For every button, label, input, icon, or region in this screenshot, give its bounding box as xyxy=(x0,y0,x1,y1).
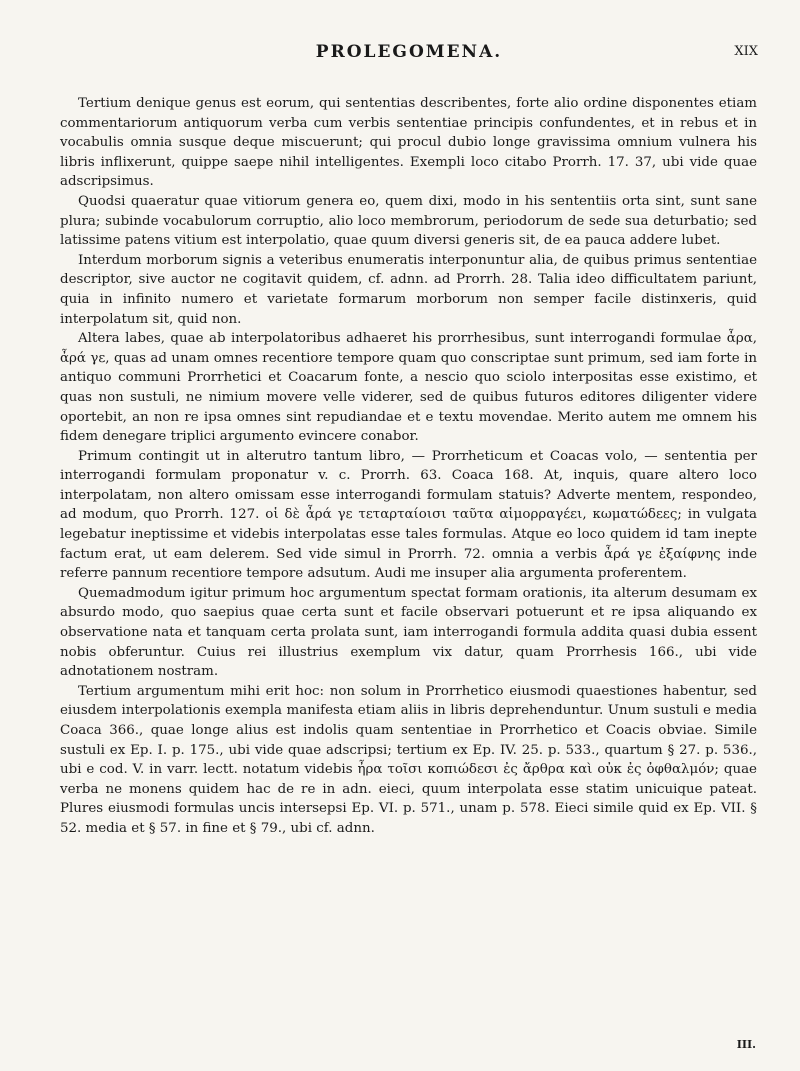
paragraph: Altera labes, quae ab interpolatoribus adhaeret his prorrhesibus, sunt interrogandi formulae ἆρα, ἆρά γε, quas ad unam omnes recentiore tempore quam quo conscriptae sunt primum, sed iam forte in antiquo communi Prorrhetici et Coacarum fonte, a nescio quo sciolo interpositas esse existimo, et quas non sustuli, ne nimium movere velle viderer, sed de quibus futuros editores diligenter videre oportebit, an non re ipsa omnes sint repudiandae et e textu movendae. Merito autem me omnem his fidem denegare triplici argumento evincere conabor. xyxy=(60,331,757,445)
page-number: XIX xyxy=(734,44,758,59)
paragraph: Quemadmodum igitur primum hoc argumentum spectat formam orationis, ita alterum desumam ex absurdo modo, quo saepius quae certa sunt et facile observari potuerunt et re ipsa aliquando ex observatione nata et tanquam certa prolata sunt, iam interrogandi formula addita quasi dubia essent nobis obferuntur. Cuius rei illustrius exemplum vix datur, quam Prorrhesis 166., ubi vide adnotationem nostram. xyxy=(60,585,757,680)
paragraph: Tertium argumentum mihi erit hoc: non solum in Prorrhetico eiusmodi quaestiones habentur, sed eiusdem interpolationis exempla manifesta etiam aliis in libris deprehenduntur. Unum sustuli e media Coaca 366., quae longe alius est indolis quam sententiae in Prorrhetico et Coacis obviae. Simile sustuli ex Ep. I. p. 175., ubi vide quae adscripsi; tertium ex Ep. IV. 25. p. 533., quartum § 27. p. 536., ubi e cod. V. in varr. lectt. notatum videbis ἦρα τοῖσι κοπιώδεσι ἐς ἄρθρα καὶ οὐκ ἐς ὀφθαλμόν; quae verba ne monens quidem hac de re in adn. eieci, quum interpolata esse statim unicuique pateat. Plures eiusmodi formulas uncis intersepsi Ep. VI. p. 571., unam p. 578. Eieci simile quid ex Ep. VII. § 52. media et § 57. in fine et § 79., ubi cf. adnn. xyxy=(60,683,757,836)
paragraph: Tertium denique genus est eorum, qui sententias describentes, forte alio ordine disponentes etiam commentariorum antiquorum verba cum verbis sententiae principis confundentes, et in rebus et in vocabulis omnia susque deque miscuerunt; qui procul dubio longe gravissima omnium vulnera his libris inflixerunt, quippe saepe nihil intelligentes. Exempli loco citabo Prorrh. 17. 37, ubi vide quae adscripsimus. xyxy=(60,96,757,190)
paragraph: Interdum morborum signis a veteribus enumeratis interponuntur alia, de quibus primus sententiae descriptor, sive auctor ne cogitavit quidem, cf. adnn. ad Prorrh. 28. Talia ideo difficultatem pariunt, quia in infinito numero et varietate formarum morborum non semper facile distinxeris, quid interpolatum sit, quid non. xyxy=(60,252,757,327)
paragraph: Primum contingit ut in alterutro tantum libro, — Prorrheticum et Coacas volo, — sententia per interrogandi formulam proponatur v. c. Prorrh. 63. Coaca 168. At, inquis, quare altero loco interpolatam, non altero omissam esse interrogandi formulam statuis? Adverte mentem, respondeo, ad modum, quo Prorrh. 127. οἱ δὲ ἆρά γε τεταρταίοισι ταῦτα αἱμορραγέει, κωματώδεες; in vulgata legebatur ineptissime et videbis interpolatas esse tales formulas. Atque eo loco quidem id tam inepte factum erat, ut eam delerem. Sed vide simul in Prorrh. 72. omnia a verbis ἆρά γε ἐξαίφνης inde referre pannum recentiore tempore adsutum. Audi me insuper alia argumenta proferentem. xyxy=(60,448,757,582)
running-header xyxy=(60,42,758,66)
running-title: PROLEGOMENA. xyxy=(315,42,503,62)
signature-mark: III. xyxy=(736,1038,756,1051)
paragraph: Quodsi quaeratur quae vitiorum genera eo, quem dixi, modo in his sententiis orta sint, sunt sane plura; subinde vocabulorum corruptio, alio loco membrorum, periodorum de sede sua deturbatio; sed latissime patens vitium est interpolatio, quae quum diversi generis sit, de ea pauca addere lubet. xyxy=(60,193,757,249)
body-text xyxy=(60,94,757,839)
